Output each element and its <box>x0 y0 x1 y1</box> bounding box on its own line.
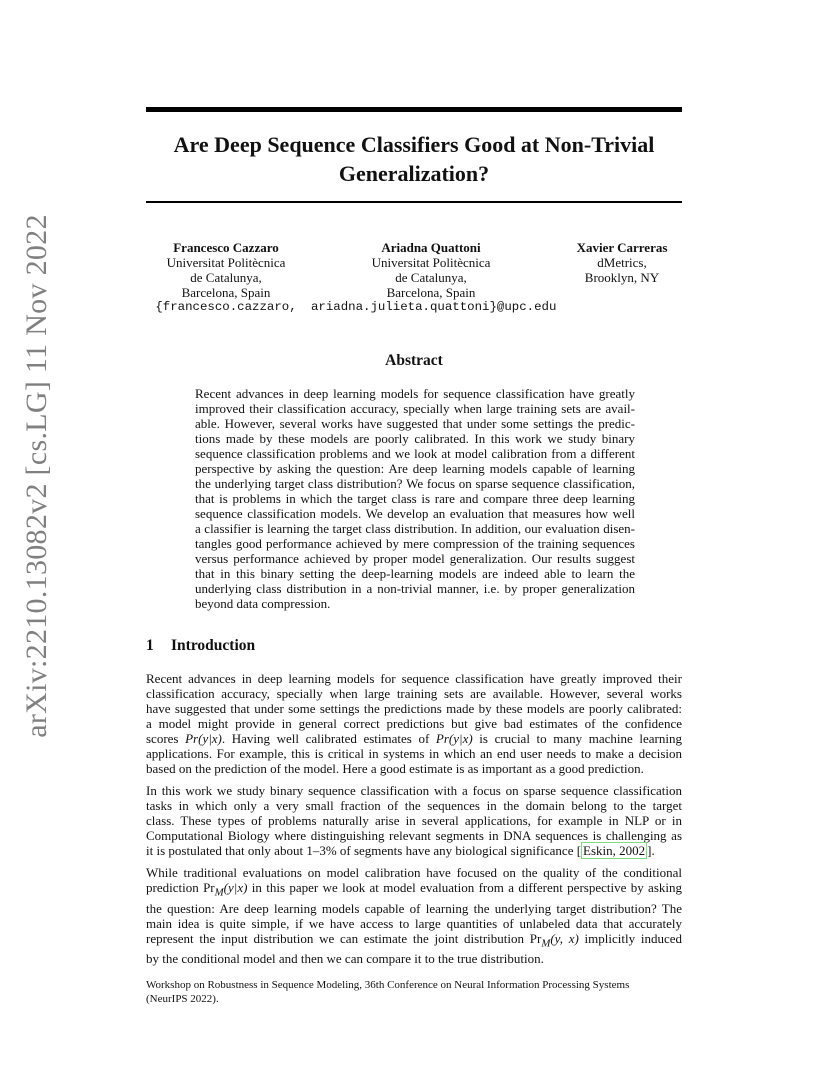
paragraph-line: have suggested that under some settings the predictions made by these models are poorly calibrated: <box>146 701 682 716</box>
paragraph-line: a model might provide in general correct predictions but give bad estimates of the confidence <box>146 716 682 731</box>
abstract-line: tions made by these models are poorly calibrated. In this work we study binary <box>195 431 635 446</box>
math-expression: Pr <box>203 880 215 895</box>
text-run: is crucial to many machine learning <box>472 731 682 746</box>
paragraph-line: While traditional evaluations on model calibration have focused on the quality of the conditional <box>146 865 682 880</box>
math-expression: (y|x) <box>223 880 248 895</box>
paragraph-line <box>146 880 682 901</box>
text-run: implicitly induced <box>578 930 682 946</box>
paragraph-line <box>146 843 682 858</box>
paragraph-line: class. These types of problems naturally arise in several applications, for example in NLP or in <box>146 813 682 828</box>
math-expression: Pr(y|x) <box>435 731 473 746</box>
paragraph-line: by the conditional model and then we can compare it to the true distribution. <box>146 951 544 967</box>
footnote-line: Workshop on Robustness in Sequence Modeling, 36th Conference on Neural Information Processing Systems <box>146 979 630 991</box>
abstract-line: that is problems in which the target class is rare and compare three deep learning <box>195 491 635 506</box>
author-name: Francesco Cazzaro <box>173 240 279 255</box>
author-block-cazzaro <box>146 240 306 315</box>
abstract-heading: Abstract <box>385 352 443 369</box>
paragraph-line: the question: Are deep learning models capable of learning the underlying target distribution? The <box>146 900 682 916</box>
author-email: ariadna.julieta.quattoni}@upc.edu <box>311 300 557 314</box>
author-affiliation: dMetrics, <box>597 255 647 270</box>
author-affiliation: de Catalunya, <box>190 270 262 285</box>
title-line-2: Generalization? <box>338 161 490 186</box>
abstract-line: able. However, several works have suggested that under some settings the predic- <box>195 416 635 431</box>
text-run: in this paper we look at model evaluation from a different perspective by asking <box>247 880 682 895</box>
author-affiliation: Barcelona, Spain <box>386 285 476 300</box>
intro-paragraph-1 <box>146 671 682 776</box>
math-subscript: M <box>541 937 551 950</box>
abstract-line: improved their classification accuracy, specially when large training sets are avail- <box>195 401 635 416</box>
paper-title <box>146 130 682 188</box>
author-affiliation: Universitat Politècnica <box>371 255 491 270</box>
intro-paragraph-3 <box>146 865 682 966</box>
paragraph-line <box>146 731 682 746</box>
paragraph-line: In this work we study binary sequence classification with a focus on sparse sequence classification <box>146 783 682 798</box>
venue-footnote <box>146 978 682 1006</box>
abstract-line: a classifier is learning the target class distribution. In addition, our evaluation disen- <box>195 521 635 536</box>
section-title: Introduction <box>171 637 256 654</box>
author-block-carreras <box>562 240 682 285</box>
title-bottom-rule <box>146 201 682 203</box>
title-line-1: Are Deep Sequence Classifiers Good at Non-Trivial <box>173 132 655 157</box>
abstract-line: sequence classification models. We develop an evaluation that measures how well <box>195 506 635 521</box>
author-name: Xavier Carreras <box>576 240 668 255</box>
abstract-line: beyond data compression. <box>195 596 331 611</box>
author-affiliation: Brooklyn, NY <box>584 270 660 285</box>
abstract-line: the underlying target class distribution? We focus on sparse sequence classification, <box>195 476 635 491</box>
section-heading-introduction <box>146 637 255 655</box>
text-run: . Having well calibrated estimates of <box>221 731 436 746</box>
paragraph-line: main idea is quite simple, if we have access to large quantities of unlabeled data that accurately <box>146 915 682 931</box>
paragraph-line: based on the prediction of the model. Here a good estimate is as important as a good prediction. <box>146 761 644 776</box>
citation-link[interactable]: Eskin, 2002 <box>583 843 646 858</box>
abstract-line: Recent advances in deep learning models for sequence classification have greatly <box>195 386 635 401</box>
abstract-line: that in this binary setting the deep-learning models are indeed able to learn the <box>195 566 635 581</box>
author-affiliation: de Catalunya, <box>395 270 467 285</box>
author-name: Ariadna Quattoni <box>381 240 481 255</box>
paragraph-line: Computational Biology where distinguishing relevant segments in DNA sequences is challenging as <box>146 828 682 843</box>
author-block-quattoni <box>311 240 557 315</box>
author-affiliation: Barcelona, Spain <box>181 285 271 300</box>
text-run: prediction <box>146 880 204 895</box>
math-expression: Pr <box>529 930 542 946</box>
math-expression: (y, x) <box>550 930 579 946</box>
abstract-line: perspective by asking the question: Are deep learning models capable of learning <box>195 461 635 476</box>
math-subscript: M <box>214 886 224 899</box>
abstract-line: tangles good performance achieved by mere compression of the training sequences <box>195 536 635 551</box>
arxiv-identifier: arXiv:2210.13082v2 [cs.LG] 11 Nov 2022 <box>20 214 53 738</box>
abstract-line: underlying class distribution in a non-trivial manner, i.e. by proper generalization <box>195 581 635 596</box>
paragraph-line: tasks in which only a very small fraction of the sequences in the domain belong to the target <box>146 798 682 813</box>
paragraph-line <box>146 931 682 952</box>
abstract-line: sequence classification problems and we look at model calibration from a different <box>195 446 635 461</box>
author-email: {francesco.cazzaro, <box>155 300 297 314</box>
footnote-line: (NeurIPS 2022). <box>146 993 219 1005</box>
section-number: 1 <box>146 637 154 654</box>
paragraph-line: Recent advances in deep learning models for sequence classification have greatly improved their <box>146 671 682 686</box>
title-top-rule <box>146 107 682 112</box>
intro-paragraph-2 <box>146 783 682 858</box>
paragraph-line: applications. For example, this is critical in systems in which an end user needs to make a decision <box>146 746 682 761</box>
abstract-line: versus performance achieved by proper model generalization. Our results suggest <box>195 551 635 566</box>
text-run: ]. <box>647 843 655 858</box>
text-run: scores <box>146 731 186 746</box>
paragraph-line: classification accuracy, specially when large training sets are available. However, several works <box>146 686 682 701</box>
author-affiliation: Universitat Politècnica <box>166 255 286 270</box>
text-run: it is postulated that only about 1–3% of segments have any biological significance [ <box>146 843 582 858</box>
text-run: represent the input distribution we can estimate the joint distribution <box>146 930 530 946</box>
abstract-body <box>195 386 635 611</box>
math-expression: Pr(y|x) <box>185 731 222 746</box>
